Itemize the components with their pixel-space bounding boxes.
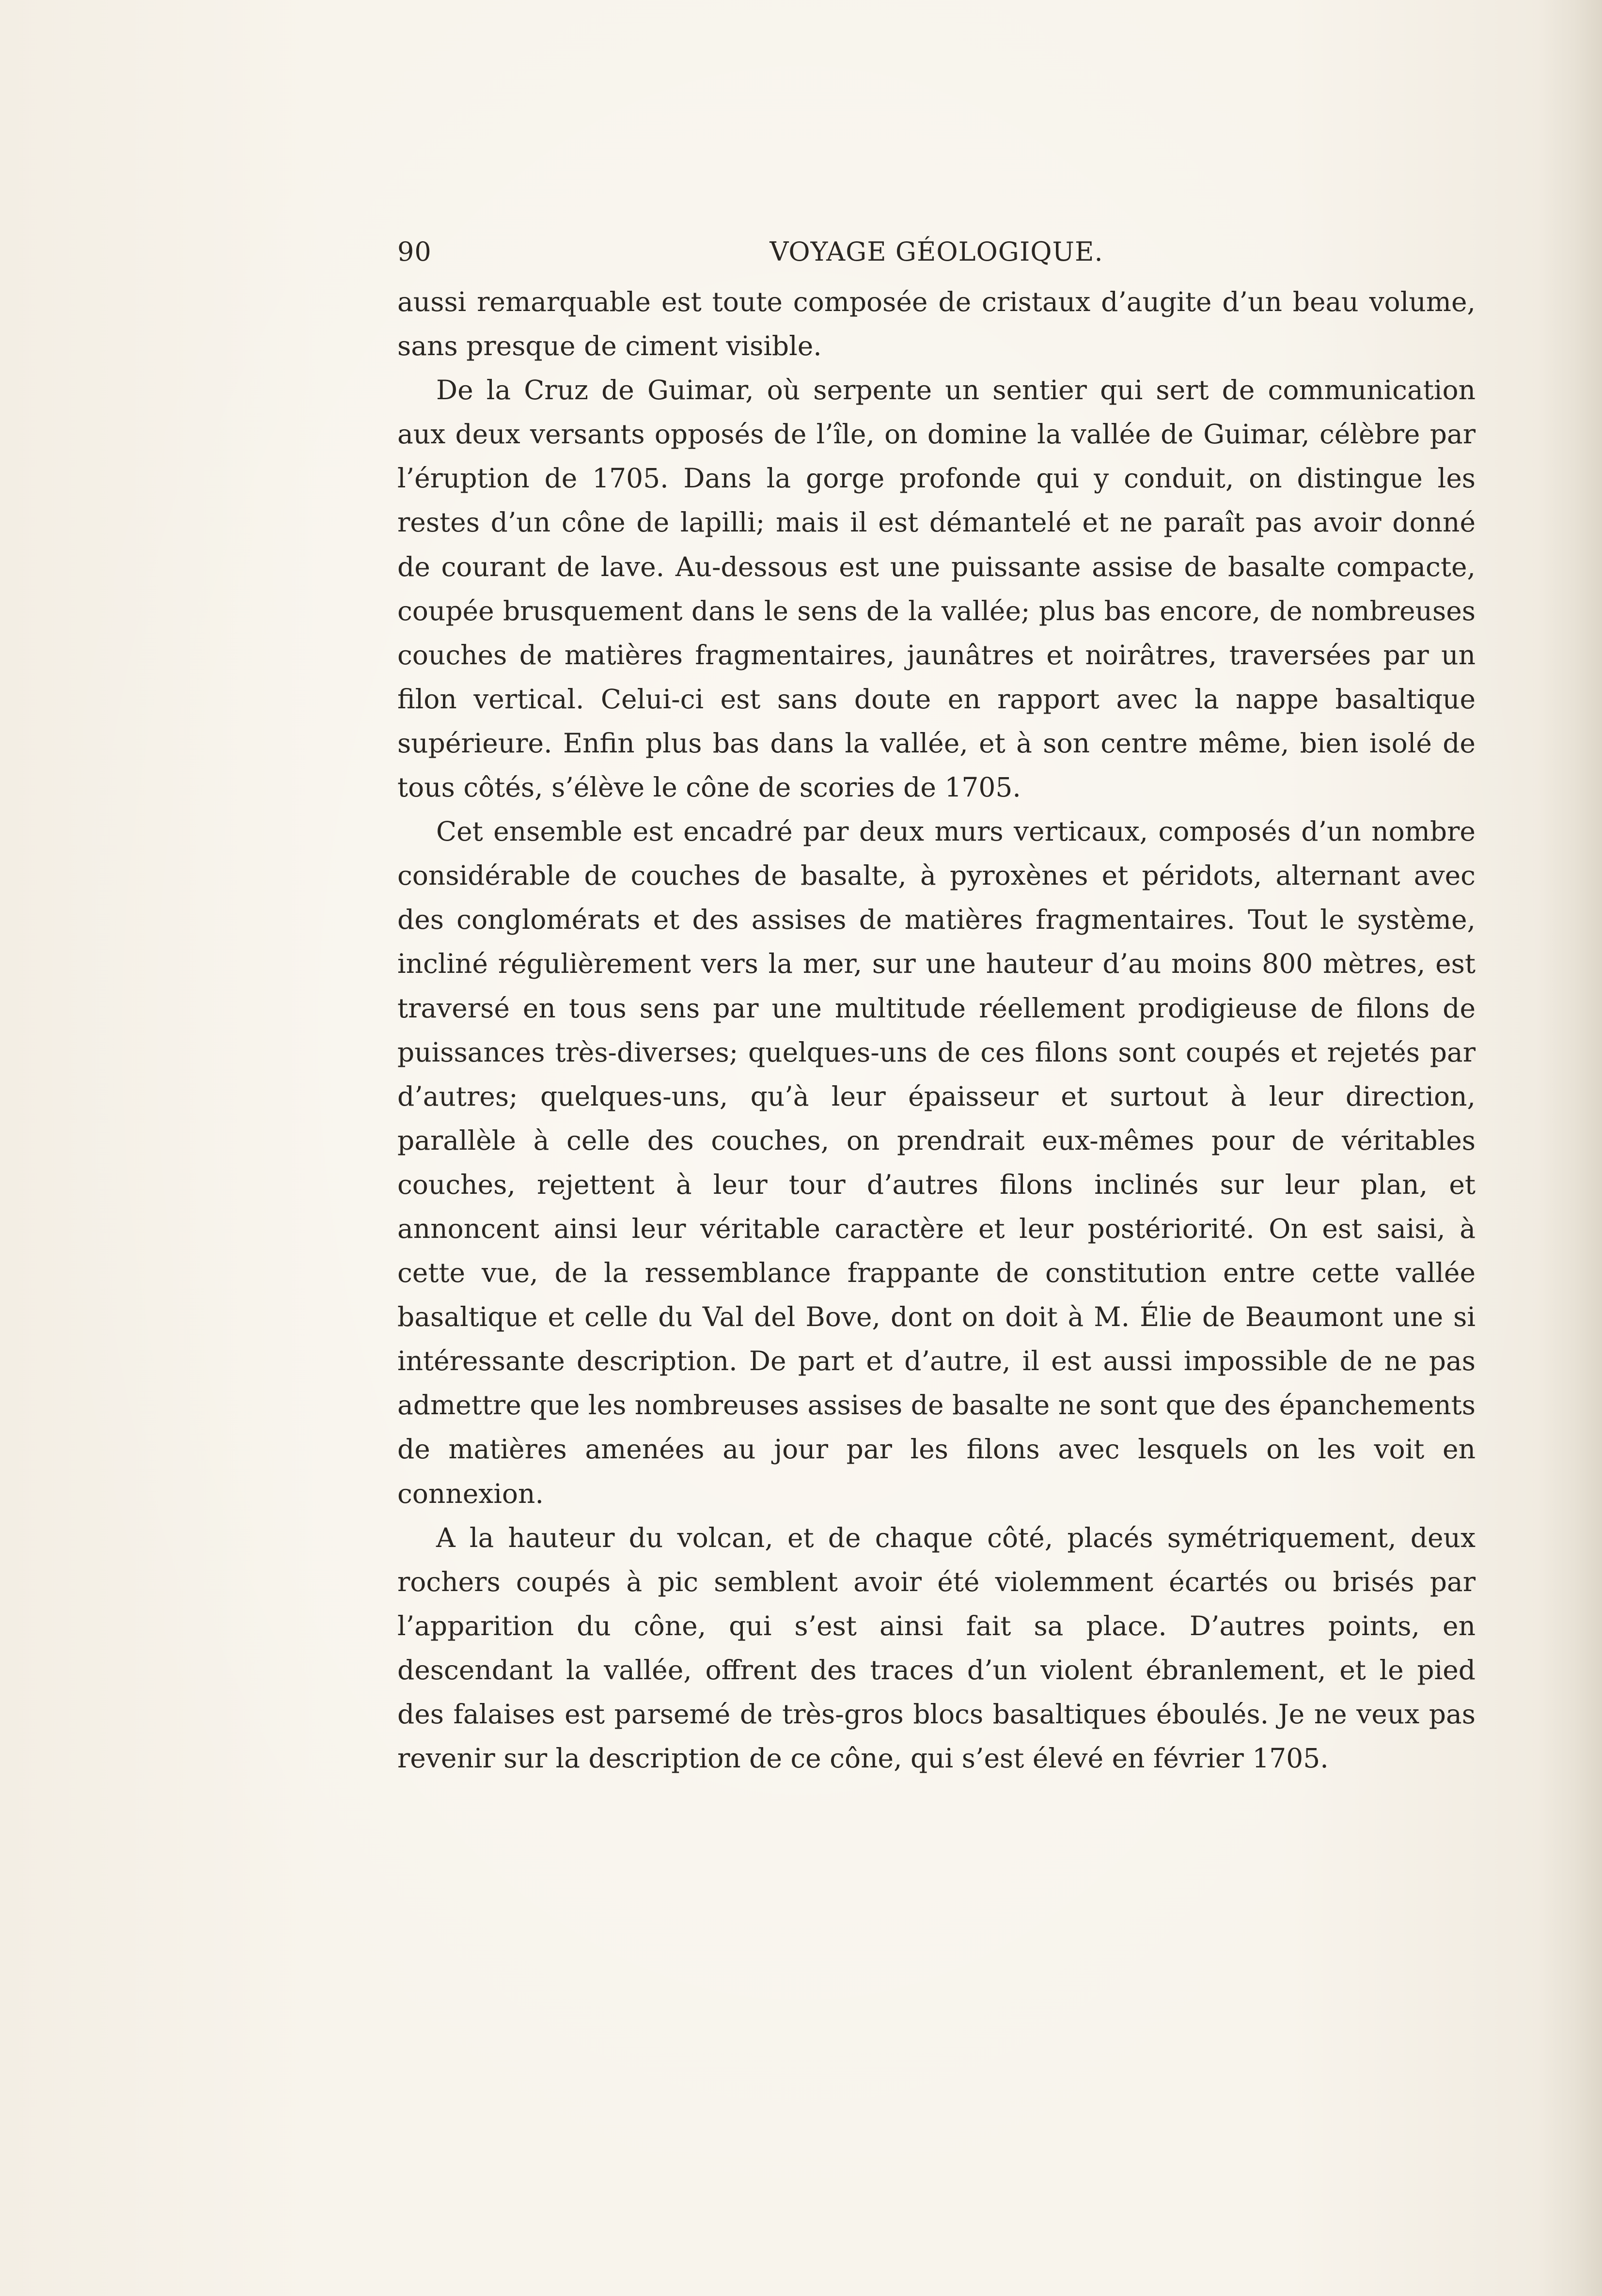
page-number: 90 — [397, 236, 432, 267]
paragraph-volcano-height: A la hauteur du volcan, et de chaque côté, placés symétriquement, deux rochers coupés à pic semblent avoir été violemment écartés ou brisés par l’apparition du cône, qui s’est ainsi fait sa place. D’autres points, en descendant la vallée, offrent des traces d’un violent ébranlement, et le pied des falaises est parsemé de très-gros blocs basaltiques éboulés. Je ne veux pas revenir sur la description de ce cône, qui s’est élevé en février 1705. — [397, 1522, 1476, 1774]
page-content — [397, 228, 1476, 1781]
paragraph-continued: aussi remarquable est toute composée de cristaux d’augite d’un beau volume, sans presque de ciment visible. — [397, 286, 1476, 362]
paragraph-valley-walls: Cet ensemble est encadré par deux murs verticaux, composés d’un nombre considérable de couches de basalte, à pyroxènes et péridots, alternant avec des conglomérats et des assises de matières fragmentaires. Tout le système, incliné régulièrement vers la mer, sur une hauteur d’au moins 800 mètres, est traversé en tous sens par une multitude réellement prodigieuse de filons de puissances très-diverses; quelques-uns de ces filons sont coupés et rejetés par d’autres; quelques-uns, qu’à leur épaisseur et surtout à leur direction, parallèle à celle des couches, on prendrait eux-mêmes pour de véritables couches, rejettent à leur tour d’autres filons inclinés sur leur plan, et annoncent ainsi leur véritable caractère et leur postériorité. On est saisi, à cette vue, de la ressemblance frappante de constitution entre cette vallée basaltique et celle du Val del Bove, dont on doit à M. Élie de Beaumont une si intéressante description. De part et d’autre, il est aussi impossible de ne pas admettre que les nombreuses assises de basalte ne sont que des épanchements de matières amenées au jour par les filons avec lesquels on les voit en connexion. — [397, 816, 1476, 1509]
body-text — [397, 280, 1476, 1781]
page-edge-shadow — [1539, 0, 1602, 2296]
running-head — [397, 228, 1476, 276]
paragraph-cruz-de-guimar: De la Cruz de Guimar, où serpente un sentier qui sert de communication aux deux versants opposés de l’île, on domine la vallée de Guimar, célèbre par l’éruption de 1705. Dans la gorge profonde qui y conduit, on distingue les restes d’un cône de lapilli; mais il est démantelé et ne paraît pas avoir donné de courant de lave. Au-dessous est une puissante assise de basalte compacte, coupée brusquement dans le sens de la vallée; plus bas encore, de nombreuses couches de matières fragmentaires, jaunâtres et noirâtres, traversées par un filon vertical. Celui-ci est sans doute en rapport avec la nappe basaltique supérieure. Enfin plus bas dans la vallée, et à son centre même, bien isolé de tous côtés, s’élève le cône de scories de 1705. — [397, 375, 1476, 803]
running-title: VOYAGE GÉOLOGIQUE. — [770, 236, 1103, 267]
